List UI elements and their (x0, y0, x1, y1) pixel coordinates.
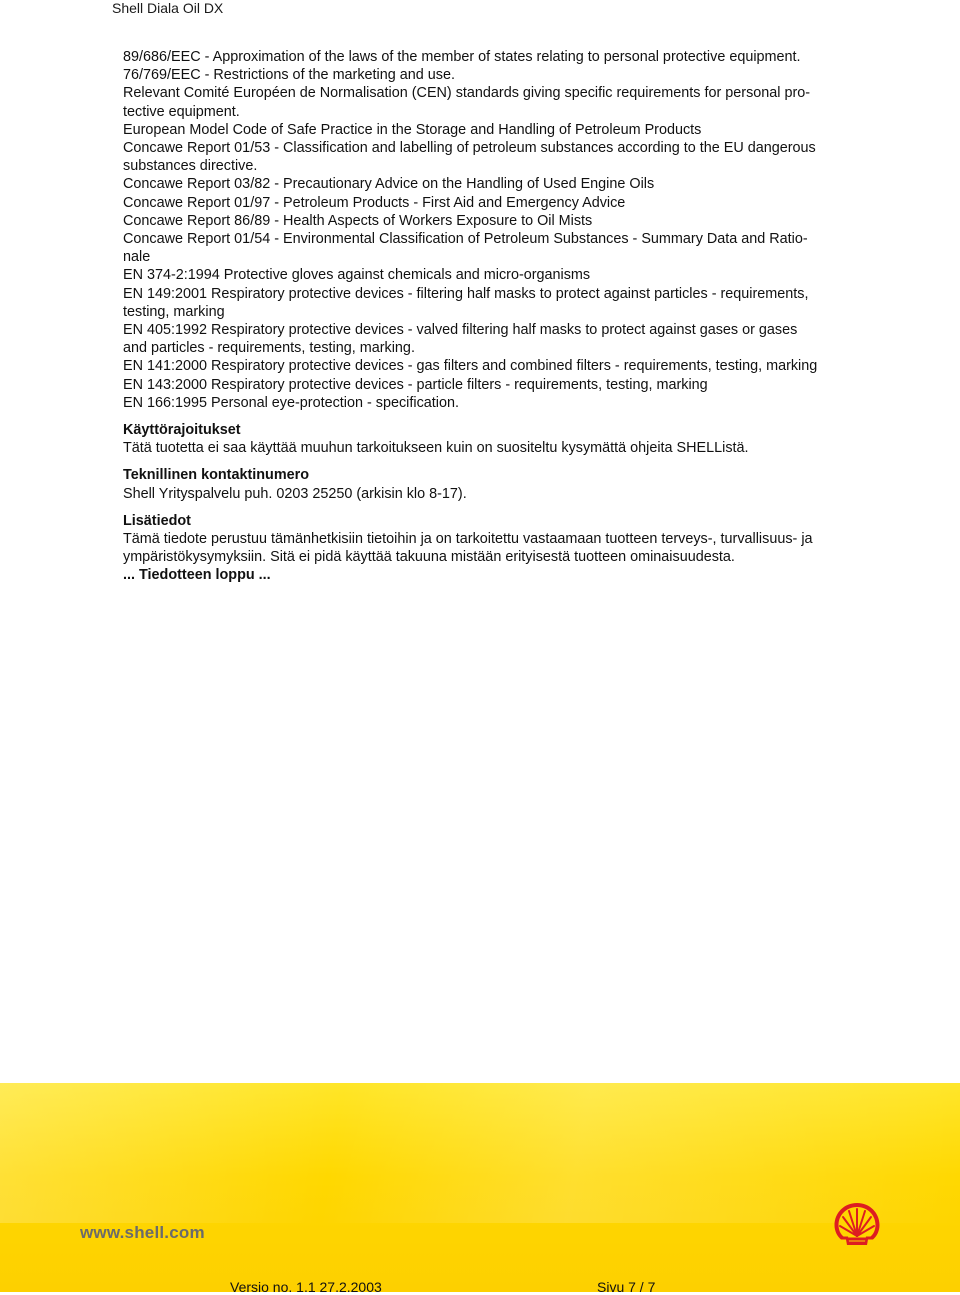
reference-line: Concawe Report 03/82 - Precautionary Advice on the Handling of Used Engine Oils (123, 176, 655, 193)
reference-line: Relevant Comité Européen de Normalisation (CEN) standards giving specific requirements for personal pro- (123, 85, 811, 102)
reference-line: EN 141:2000 Respiratory protective devices - gas filters and combined filters - requirements, testing, marking (123, 358, 818, 375)
document-body (123, 48, 908, 585)
section-text: ympäristökysymyksiin. Sitä ei pidä käyttää takuuna mistään erityisestä tuotteen ominaisuudesta. (123, 549, 735, 566)
reference-line: EN 374-2:1994 Protective gloves against chemicals and micro-organisms (123, 267, 591, 284)
usage-restrictions-section (123, 421, 908, 457)
section-heading: Lisätiedot (123, 512, 191, 529)
reference-line: Concawe Report 01/54 - Environmental Classification of Petroleum Substances - Summary Data and Ratio- (123, 231, 808, 248)
footer-version: Versio no. 1.1 27.2.2003 (230, 1279, 382, 1295)
reference-line: EN 149:2001 Respiratory protective devices - filtering half masks to protect against particles - requirements, (123, 285, 809, 302)
reference-line: European Model Code of Safe Practice in the Storage and Handling of Petroleum Products (123, 121, 702, 138)
section-heading: Käyttörajoitukset (123, 422, 241, 439)
document-header-title: Shell Diala Oil DX (112, 0, 224, 16)
reference-line: EN 166:1995 Personal eye-protection - specification. (123, 394, 459, 411)
reference-line: EN 405:1992 Respiratory protective devices - valved filtering half masks to protect against gases or gases (123, 322, 798, 339)
reference-line: 89/686/EEC - Approximation of the laws of the member of states relating to personal protective equipment. (123, 49, 801, 65)
reference-line: Concawe Report 86/89 - Health Aspects of Workers Exposure to Oil Mists (123, 212, 593, 229)
document-end-marker: ... Tiedotteen loppu ... (123, 567, 271, 584)
reference-line: substances directive. (123, 158, 258, 175)
reference-line: 76/769/EEC - Restrictions of the marketing and use. (123, 67, 455, 84)
footer-website: www.shell.com (80, 1223, 205, 1242)
technical-contact-section (123, 466, 908, 502)
footer-band (0, 1083, 960, 1295)
reference-line: tective equipment. (123, 103, 240, 120)
references-list (123, 48, 908, 412)
reference-line: nale (123, 249, 151, 266)
additional-info-section (123, 512, 908, 585)
footer-sheen (0, 1083, 960, 1223)
reference-line: and particles - requirements, testing, marking. (123, 340, 415, 357)
section-text: Shell Yrityspalvelu puh. 0203 25250 (arkisin klo 8-17). (123, 485, 467, 502)
shell-pecten-logo-icon (832, 1201, 882, 1249)
section-text: Tätä tuotetta ei saa käyttää muuhun tarkoitukseen kuin on suositeltu kysymättä ohjeita SHELListä. (123, 440, 749, 457)
reference-line: Concawe Report 01/97 - Petroleum Products - First Aid and Emergency Advice (123, 194, 626, 211)
reference-line: testing, marking (123, 303, 225, 320)
section-heading: Teknillinen kontaktinumero (123, 467, 310, 484)
section-text: Tämä tiedote perustuu tämänhetkisiin tietoihin ja on tarkoitettu vastaamaan tuotteen terveys-, turvallisuus- ja (123, 531, 813, 548)
reference-line: EN 143:2000 Respiratory protective devices - particle filters - requirements, testing, marking (123, 376, 708, 393)
footer-page-number: Sivu 7 / 7 (597, 1279, 656, 1295)
reference-line: Concawe Report 01/53 - Classification and labelling of petroleum substances according to the EU dangerous (123, 140, 816, 157)
